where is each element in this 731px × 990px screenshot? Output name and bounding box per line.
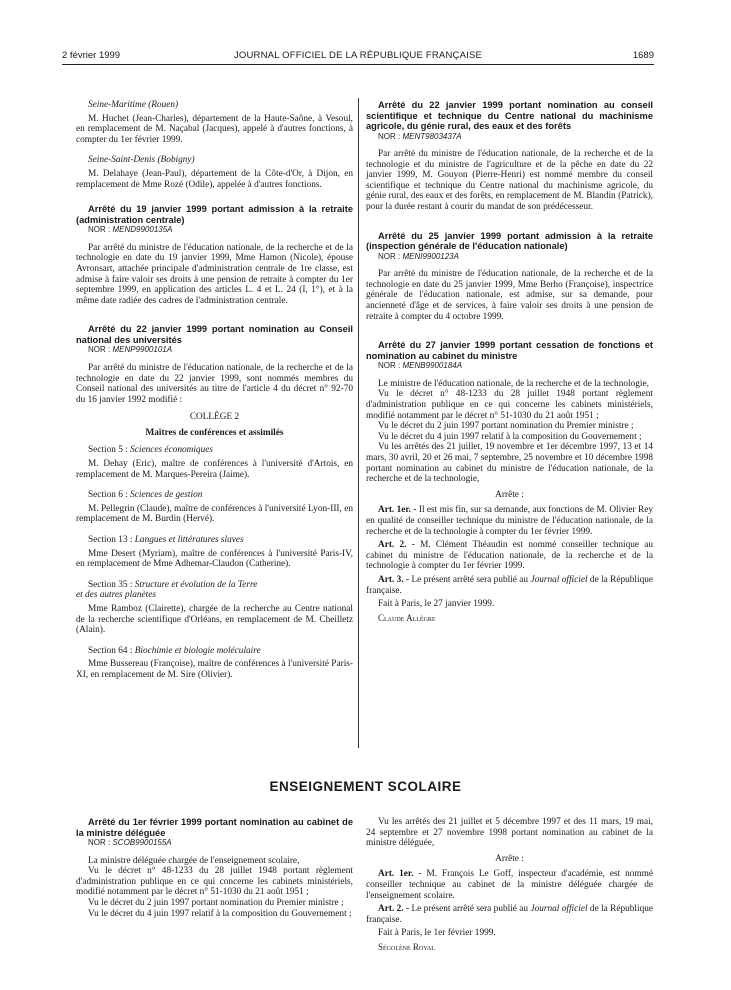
section-heading: Section 64 : Biochimie et biologie moléculaire — [88, 645, 261, 656]
decree-title: Arrêté du 22 janvier 1999 portant nomination au conseil scientifique et technique du Centre national du machinisme agricole, du génie rural, des eaux et des forêts — [366, 100, 653, 131]
signature: Ségolène Royal — [378, 941, 435, 952]
section-heading: Section 5 : Sciences économiques — [88, 445, 213, 456]
arrete-heading: Arrête : — [495, 853, 524, 864]
paragraph: M. Pellegrin (Claude), maître de conférences à l'université Lyon-III, en remplacement de M. Burdin (Hervé). — [76, 503, 353, 525]
paragraph: Par arrêté du ministre de l'éducation nationale, de la recherche et de la technologie en date du 22 janvier 1999, sont nommés membres du Conseil national des universités au titre de l'article 4 du décret n° 92-70 du 16 janvier 1992 modifié : — [76, 362, 353, 405]
decree-title: Arrêté du 25 janvier 1999 portant admission à la retraite (inspection générale de l'éducation nationale) — [366, 230, 653, 252]
section-heading: Seine-Maritime (Rouen) — [88, 100, 179, 110]
decree-title: Arrêté du 19 janvier 1999 portant admission à la retraite (administration centrale) — [76, 204, 353, 225]
place-date: Fait à Paris, le 1er février 1999. — [378, 928, 496, 939]
paragraph: Vu le décret du 2 juin 1997 portant nomination du Premier ministre ; — [378, 421, 634, 432]
paragraph: Par arrêté du ministre de l'éducation nationale, de la recherche et de la technologie et du ministre de l'agriculture et de la pêche en date du 22 janvier 1999, M. Gouyon (Pierre-Henri) est nommé membre du conseil scientifique et technique du Centre national du machinisme agricole, du génie rural, des eaux et des forêts, en remplacement de M. Blandin (Patrick), pour la durée restant à courir du mandat de son prédécesseur. — [366, 149, 653, 213]
paragraph: Vu les arrêtés des 21 juillet, 19 novembre et 1er décembre 1997, 13 et 14 mars, 30 avril, 20 et 26 mai, 7 septembre, 25 novembre et 10 décembre 1998 portant nomination au cabinet du ministre de l'éducation nationale, de la recherche et de la technologie, — [366, 442, 653, 485]
paragraph: Par arrêté du ministre de l'éducation nationale, de la recherche et de la technologie en date du 25 janvier 1999, Mme Berho (Françoise), inspectrice générale de l'éducation nationale, est admise, sur sa demande, pour ancienneté d'âge et de services, à faire valoir ses droits à une pension de retraite à compter du 4 octobre 1999. — [366, 269, 653, 322]
nor-reference: NOR : SCOB9900155A — [88, 838, 172, 847]
nor-reference: NOR : MENI9900123A — [378, 251, 459, 261]
article: Art. 1er. - Il est mis fin, sur sa demande, aux fonctions de M. Olivier Rey en qualité de conseiller technique du ministre de l'éducation nationale, de la recherche et de la technologie à compter du 1er février 1999. — [366, 505, 653, 537]
article: Art. 3. - Le présent arrêté sera publié au Journal officiel de la République française. — [366, 574, 654, 596]
paragraph: M. Dehay (Eric), maître de conférences à l'université d'Artois, en remplacement de M. Marques-Pereira (Jaime). — [76, 459, 353, 480]
article: Art. 2. - Le présent arrêté sera publié au Journal officiel de la République française. — [366, 904, 654, 925]
arrete-heading: Arrête : — [495, 489, 524, 500]
paragraph: Vu le décret n° 48-1233 du 28 juillet 1948 portant règlement d'administration publique en ce qui concerne les cabinets ministériels, modifié notamment par le décret n° 51-1030 du 21 août 1951 ; — [76, 866, 353, 898]
signature: Claude Allègre — [378, 612, 436, 623]
right-column — [366, 100, 653, 623]
article: Art. 2. - M. Clément Théaudin est nommé conseiller technique au cabinet du ministre de l'éducation nationale, de la recherche et de la technologie à compter du 1er février 1999. — [366, 540, 654, 572]
journal-title: JOURNAL OFFICIEL DE LA RÉPUBLIQUE FRANÇAISE — [233, 50, 483, 61]
paragraph: M. Delahaye (Jean-Paul), département de la Côte-d'Or, à Dijon, en remplacement de Mme Rozé (Odile), appelée à d'autres fonctions. — [76, 168, 353, 190]
section-heading: Seine-Saint-Denis (Bobigny) — [88, 155, 195, 166]
paragraph: Vu le décret du 2 juin 1997 portant nomination du Premier ministre ; — [88, 897, 344, 908]
bottom-left-column — [76, 817, 353, 919]
decree-title: Arrêté du 1er février 1999 portant nomination au cabinet de la ministre déléguée — [76, 817, 353, 838]
header-date: 2 février 1999 — [62, 50, 121, 61]
paragraph: Vu les arrêtés des 21 juillet et 5 décembre 1997 et des 11 mars, 19 mai, 24 septembre et 27 novembre 1998 portant nomination au cabinet de la ministre déléguée, — [366, 817, 653, 849]
decree-title: Arrêté du 27 janvier 1999 portant cessation de fonctions et nomination au cabinet du ministre — [366, 340, 653, 361]
section-heading: Section 35 : Structure et évolution de la Terre et des autres planètes — [76, 579, 258, 601]
paragraph: Le ministre de l'éducation nationale, de la recherche et de la technologie, — [378, 378, 649, 389]
left-column — [76, 100, 353, 681]
category-heading: Maîtres de conférences et assimilés — [145, 427, 284, 438]
paragraph: Mme Desert (Myriam), maître de conférences à l'université Paris-IV, en remplacement de Mme Adhemar-Claudon (Catherine). — [76, 548, 353, 570]
paragraph: M. Huchet (Jean-Charles), département de la Haute-Saône, à Vesoul, en remplacement de M. Naçabal (Jacques), appelé à d'autres fonctions, à compter du 1er février 1999. — [76, 113, 353, 145]
nor-reference: NOR : MENT9803437A — [378, 131, 462, 141]
paragraph: Mme Bussereau (Françoise), maître de conférences à l'université Paris-XI, en remplacement de M. Sire (Olivier). — [76, 659, 353, 680]
paragraph: Par arrêté du ministre de l'éducation nationale, de la recherche et de la technologie en date du 19 janvier 1999, Mme Hamon (Nicole), épouse Avronsart, attachée principale d'administration centrale de 1re classe, est admise à faire valoir ses droits à une pension de retraite à compter du 1er septembre 1999, en application des articles L. 4 et L. 24 (I, 1°), et à la même date radiée des cadres de l'administration centrale. — [76, 242, 353, 306]
nor-reference: NOR : MENP9900101A — [88, 345, 173, 355]
section-banner: ENSEIGNEMENT SCOLAIRE — [269, 779, 462, 794]
section-heading: Section 6 : Sciences de gestion — [88, 490, 203, 501]
nor-reference: NOR : MEND9900135A — [88, 225, 173, 235]
paragraph: Vu le décret du 4 juin 1997 relatif à la composition du Gouvernement ; — [378, 431, 642, 442]
paragraph: Mme Ramboz (Clairette), chargée de la recherche au Centre national de la recherche scientifique d'Orléans, en remplacement de M. Cheilletz (Alain). — [76, 604, 353, 636]
bottom-right-column — [366, 817, 653, 953]
nor-reference: NOR : MENB9900184A — [378, 361, 463, 371]
decree-title: Arrêté du 22 janvier 1999 portant nomination au Conseil national des universités — [76, 324, 353, 345]
page-header — [62, 50, 654, 64]
header-rule — [62, 64, 654, 65]
section-heading: Section 13 : Langues et littératures slaves — [88, 535, 244, 546]
article: Art. 1er. - M. François Le Goff, inspecteur d'académie, est nommé conseiller technique au cabinet de la ministre déléguée chargée de l'enseignement scolaire. — [366, 869, 653, 901]
paragraph: Vu le décret du 4 juin 1997 relatif à la composition du Gouvernement ; — [88, 908, 352, 919]
place-date: Fait à Paris, le 27 janvier 1999. — [378, 599, 495, 610]
paragraph: La ministre déléguée chargée de l'enseignement scolaire, — [88, 855, 300, 866]
paragraph: Vu le décret n° 48-1233 du 28 juillet 1948 portant règlement d'administration publique en ce qui concerne les cabinets ministériels, modifié notamment par le décret n° 51-1030 du 21 août 1951 ; — [366, 389, 653, 421]
column-divider — [358, 98, 359, 748]
college-heading: COLLÈGE 2 — [189, 412, 240, 423]
page-number: 1689 — [632, 50, 654, 61]
